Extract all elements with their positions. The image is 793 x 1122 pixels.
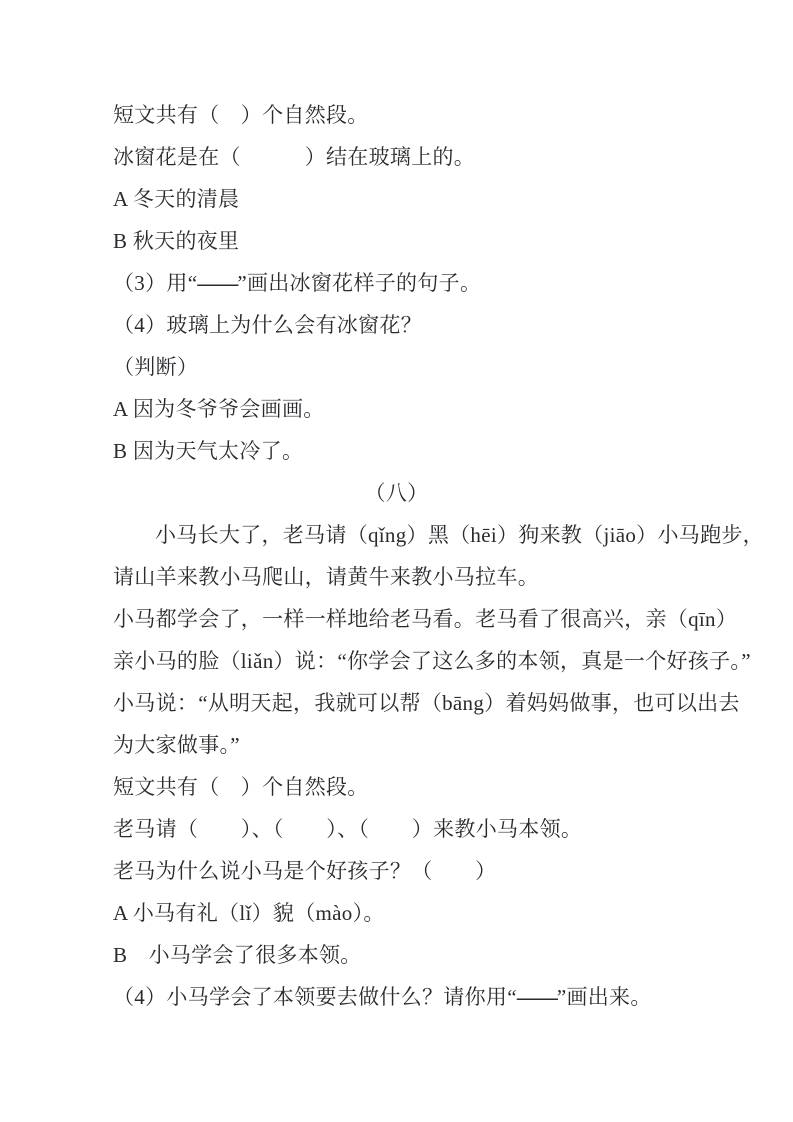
question-3-underline-sentence	[113, 262, 680, 304]
option-b-pony-many-skills: B 小马学会了很多本领。	[113, 943, 362, 967]
option-b-weather-too-cold: B 因为天气太冷了。	[113, 439, 304, 463]
question-why-good-child: 老马为什么说小马是个好孩子？（ ）	[113, 859, 497, 883]
option-a-winter-morning: A 冬天的清晨	[113, 187, 240, 211]
question-text-prefix: （3）用“	[113, 271, 198, 295]
option-b-autumn-night: B 秋天的夜里	[113, 229, 240, 253]
option-a-pony-polite: A 小马有礼（lǐ）貌（mào）。	[113, 901, 385, 925]
question-4-underline-what-to-do	[113, 976, 680, 1018]
worksheet-content	[113, 94, 764, 1018]
story-paragraph-line-6: 为大家做事。”	[113, 733, 240, 757]
story-paragraph-line-1: 小马长大了，老马请（qǐng）黑（hēi）狗来教（jiāo）小马跑步，	[155, 523, 764, 547]
question-text-suffix: ”画出来。	[556, 985, 652, 1009]
question-ice-flower-when: 冰窗花是在（ ）结在玻璃上的。	[113, 145, 476, 169]
question-who-taught-pony: 老马请（ ）、（ ）、（ ）来教小马本领。	[113, 817, 583, 841]
option-a-winter-grandpa-paints: A 因为冬爷爷会画画。	[113, 397, 325, 421]
question-4-why-ice-flower: （4）玻璃上为什么会有冰窗花？	[113, 313, 422, 337]
underline-mark: ——	[516, 985, 557, 1009]
underline-mark: ——	[197, 271, 238, 295]
question-text-suffix: ”画出冰窗花样子的句子。	[237, 271, 482, 295]
question-text-prefix: （4）小马学会了本领要去做什么？请你用“	[113, 985, 517, 1009]
question-natural-paragraph-count: 短文共有（ ）个自然段。	[113, 103, 369, 127]
label-judge: （判断）	[113, 355, 199, 379]
story-paragraph-line-3: 小马都学会了，一样一样地给老马看。老马看了很高兴，亲（qīn）	[113, 607, 738, 631]
question-natural-paragraph-count-2: 短文共有（ ）个自然段。	[113, 775, 369, 799]
section-heading-eight: （八）	[364, 481, 429, 505]
story-paragraph-line-5: 小马说：“从明天起，我就可以帮（bāng）着妈妈做事，也可以出去	[113, 691, 740, 715]
story-paragraph-line-4: 亲小马的脸（liǎn）说：“你学会了这么多的本领，真是一个好孩子。”	[113, 649, 751, 673]
story-paragraph-line-2: 请山羊来教小马爬山，请黄牛来教小马拉车。	[113, 565, 539, 589]
